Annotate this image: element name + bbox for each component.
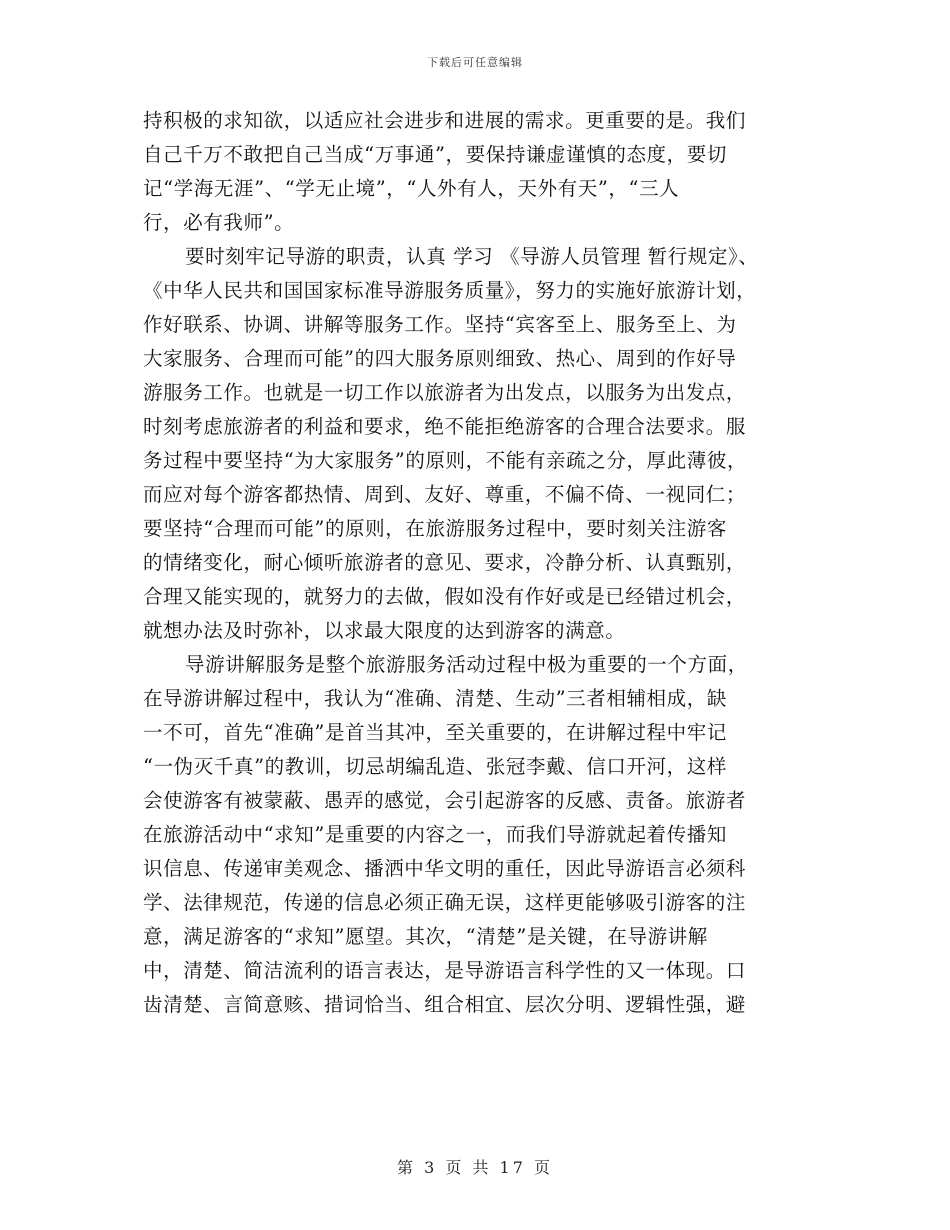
text-line: 中，清楚、简洁流利的语言表达，是导游语言科学性的又一体现。口 [143,959,747,982]
text-line: 作好联系、协调、讲解等服务工作。坚持“宾客至上、服务至上、为 [143,313,737,336]
text-line: 的情绪变化，耐心倾听旅游者的意见、要求，冷静分析、认真甄别， [143,551,747,574]
text-line: 合理又能实现的，就努力的去做，假如没有作好或是已经错过机会， [143,585,747,608]
text-line: 大家服务、合理而可能”的四大服务原则细致、热心、周到的作好导 [143,347,737,370]
text-line: 识信息、传递审美观念、播洒中华文明的重任，因此导游语言必须科 [143,857,747,880]
text-line: 持积极的求知欲，以适应社会进步和进展的需求。更重要的是。我们 [143,109,747,132]
paragraph-start-line: 导游讲解服务是整个旅游服务活动过程中极为重要的一个方面， [185,653,748,676]
paragraph-start-line: 要时刻牢记导游的职责，认真 学习 《导游人员管理 暂行规定》、 [185,245,759,268]
page-number-footer: 第 3 页 共 17 页 [397,1158,553,1177]
text-line: 就想办法及时弥补，以求最大限度的达到游客的满意。 [143,619,626,642]
text-line: 《中华人民共和国国家标准导游服务质量》，努力的实施好旅游计划， [143,279,757,302]
text-line: 时刻考虑旅游者的利益和要求，绝不能拒绝游客的合理合法要求。服 [143,415,747,438]
text-line: 一不可，首先“准确”是首当其冲，至关重要的，在讲解过程中牢记 [143,721,727,744]
text-line: 在旅游活动中“求知”是重要的内容之一，而我们导游就起着传播知 [143,823,727,846]
text-line: 而应对每个游客都热情、周到、友好、尊重，不偏不倚、一视同仁； [143,483,747,506]
page-header: 下载后可任意编辑 [427,56,523,69]
text-line: 学、法律规范，传递的信息必须正确无误，这样更能够吸引游客的注 [143,891,747,914]
text-line: 自己千万不敢把自己当成“万事通”，要保持谦虚谨慎的态度，要切 [143,143,727,166]
text-line: 务过程中要坚持“为大家服务”的原则，不能有亲疏之分，厚此薄彼， [143,449,748,472]
document-body [143,104,813,1022]
text-line: 记“学海无涯”、“学无止境”，“人外有人，天外有天”，“三人 [143,177,680,200]
text-line: 会使游客有被蒙蔽、愚弄的感觉，会引起游客的反感、责备。旅游者 [143,789,747,812]
text-line: 意，满足游客的“求知”愿望。其次，“清楚”是关键，在导游讲解 [143,925,708,948]
text-line: “一伪灭千真”的教训，切忌胡编乱造、张冠李戴、信口开河，这样 [143,755,727,778]
text-line: 要坚持“合理而可能”的原则，在旅游服务过程中，要时刻关注游客 [143,517,727,540]
text-line: 游服务工作。也就是一切工作以旅游者为出发点，以服务为出发点， [143,381,747,404]
text-line: 行，必有我师”。 [143,211,295,234]
text-line: 在导游讲解过程中，我认为“准确、清楚、生动”三者相辅相成，缺 [143,687,727,710]
text-line: 齿清楚、言简意赅、措词恰当、组合相宜、层次分明、逻辑性强，避 [143,993,747,1016]
